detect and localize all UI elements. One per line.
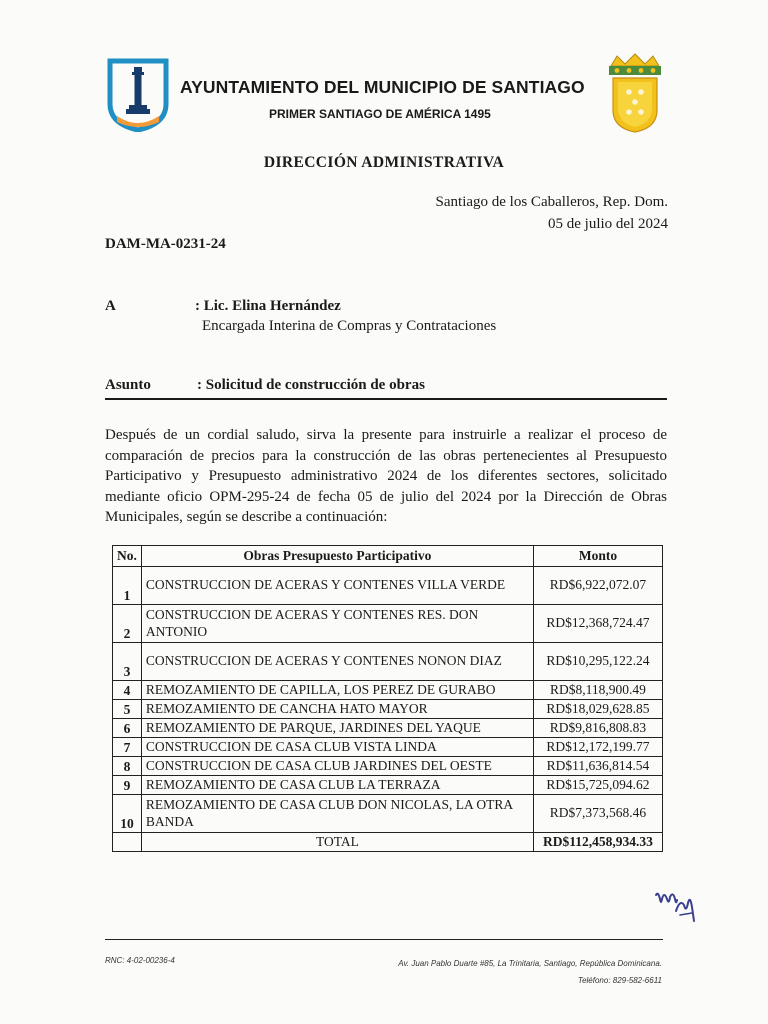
table-row bbox=[113, 719, 663, 738]
row-amount: RD$7,373,568.46 bbox=[533, 795, 662, 833]
row-description: CONSTRUCCION DE ACERAS Y CONTENES VILLA VERDE bbox=[141, 567, 533, 605]
row-amount: RD$12,368,724.47 bbox=[533, 605, 662, 643]
table-row bbox=[113, 681, 663, 700]
recipient-label: A bbox=[105, 298, 116, 314]
row-description: REMOZAMIENTO DE PARQUE, JARDINES DEL YAQUE bbox=[141, 719, 533, 738]
org-name: AYUNTAMIENTO DEL MUNICIPIO DE SANTIAGO bbox=[180, 77, 585, 97]
table-header-row bbox=[113, 546, 663, 567]
header-works: Obras Presupuesto Participativo bbox=[141, 546, 533, 567]
row-description: REMOZAMIENTO DE CASA CLUB LA TERRAZA bbox=[141, 776, 533, 795]
row-amount: RD$15,725,094.62 bbox=[533, 776, 662, 795]
table-row bbox=[113, 757, 663, 776]
row-description: CONSTRUCCION DE CASA CLUB JARDINES DEL OESTE bbox=[141, 757, 533, 776]
row-amount: RD$11,636,814.54 bbox=[533, 757, 662, 776]
reference-number: DAM-MA-0231-24 bbox=[105, 236, 226, 252]
footer-rnc: RNC: 4-02-00236-4 bbox=[105, 956, 175, 965]
table-row bbox=[113, 795, 663, 833]
recipient-title: Encargada Interina de Compras y Contrataciones bbox=[202, 318, 497, 334]
subject-text: : Solicitud de construcción de obras bbox=[197, 377, 425, 393]
row-number: 4 bbox=[113, 681, 142, 700]
subject-divider bbox=[105, 398, 667, 400]
table-row bbox=[113, 605, 663, 643]
total-label: TOTAL bbox=[141, 833, 533, 852]
coat-of-arms-icon bbox=[603, 52, 667, 134]
table-row bbox=[113, 700, 663, 719]
row-description: REMOZAMIENTO DE CAPILLA, LOS PEREZ DE GURABO bbox=[141, 681, 533, 700]
footer-divider bbox=[105, 939, 663, 940]
row-number: 6 bbox=[113, 719, 142, 738]
header-amount: Monto bbox=[533, 546, 662, 567]
total-number-cell bbox=[113, 833, 142, 852]
row-number: 7 bbox=[113, 738, 142, 757]
row-description: CONSTRUCCION DE ACERAS Y CONTENES NONON DIAZ bbox=[141, 643, 533, 681]
letter-date: 05 de julio del 2024 bbox=[548, 216, 668, 232]
letter-body: Después de un cordial saludo, sirva la presente para instruirle a realizar el proceso de comparación de precios para la construcción de las obras pertenecientes al Presupuesto Participativo y Presupuesto administrativo 2024 de los diferentes sectores, solicitado mediante oficio OPM-295-24 de fecha 05 de julio del 2024 por la Dirección de Obras Municipales, según se describe a continuación: bbox=[105, 427, 667, 525]
department-title: DIRECCIÓN ADMINISTRATIVA bbox=[263, 154, 505, 171]
row-description: REMOZAMIENTO DE CANCHA HATO MAYOR bbox=[141, 700, 533, 719]
footer-address: Av. Juan Pablo Duarte #85, La Trinitaria, Santiago, República Dominicana. bbox=[398, 959, 662, 968]
row-amount: RD$18,029,628.85 bbox=[533, 700, 662, 719]
row-description: REMOZAMIENTO DE CASA CLUB DON NICOLAS, LA OTRA BANDA bbox=[141, 795, 533, 833]
subject-label: Asunto bbox=[105, 377, 151, 393]
recipient-name: : Lic. Elina Hernández bbox=[195, 298, 341, 314]
row-number: 8 bbox=[113, 757, 142, 776]
row-amount: RD$8,118,900.49 bbox=[533, 681, 662, 700]
row-amount: RD$6,922,072.07 bbox=[533, 567, 662, 605]
row-description: CONSTRUCCION DE ACERAS Y CONTENES RES. DON ANTONIO bbox=[141, 605, 533, 643]
row-number: 3 bbox=[113, 643, 142, 681]
header-no: No. bbox=[113, 546, 142, 567]
works-table bbox=[112, 545, 663, 852]
signature-initials-icon bbox=[650, 885, 698, 929]
table-total-row bbox=[113, 833, 663, 852]
table-row bbox=[113, 738, 663, 757]
monument-logo-icon bbox=[107, 58, 169, 132]
row-number: 5 bbox=[113, 700, 142, 719]
org-subtitle: PRIMER SANTIAGO DE AMÉRICA 1495 bbox=[269, 107, 491, 121]
row-description: CONSTRUCCION DE CASA CLUB VISTA LINDA bbox=[141, 738, 533, 757]
row-number: 10 bbox=[113, 795, 142, 833]
row-amount: RD$9,816,808.83 bbox=[533, 719, 662, 738]
row-amount: RD$12,172,199.77 bbox=[533, 738, 662, 757]
footer-phone: Teléfono: 829-582-6611 bbox=[577, 976, 662, 985]
letter-place: Santiago de los Caballeros, Rep. Dom. bbox=[435, 194, 668, 210]
row-number: 9 bbox=[113, 776, 142, 795]
row-amount: RD$10,295,122.24 bbox=[533, 643, 662, 681]
total-amount: RD$112,458,934.33 bbox=[533, 833, 662, 852]
row-number: 2 bbox=[113, 605, 142, 643]
row-number: 1 bbox=[113, 567, 142, 605]
table-row bbox=[113, 776, 663, 795]
table-row bbox=[113, 567, 663, 605]
table-row bbox=[113, 643, 663, 681]
